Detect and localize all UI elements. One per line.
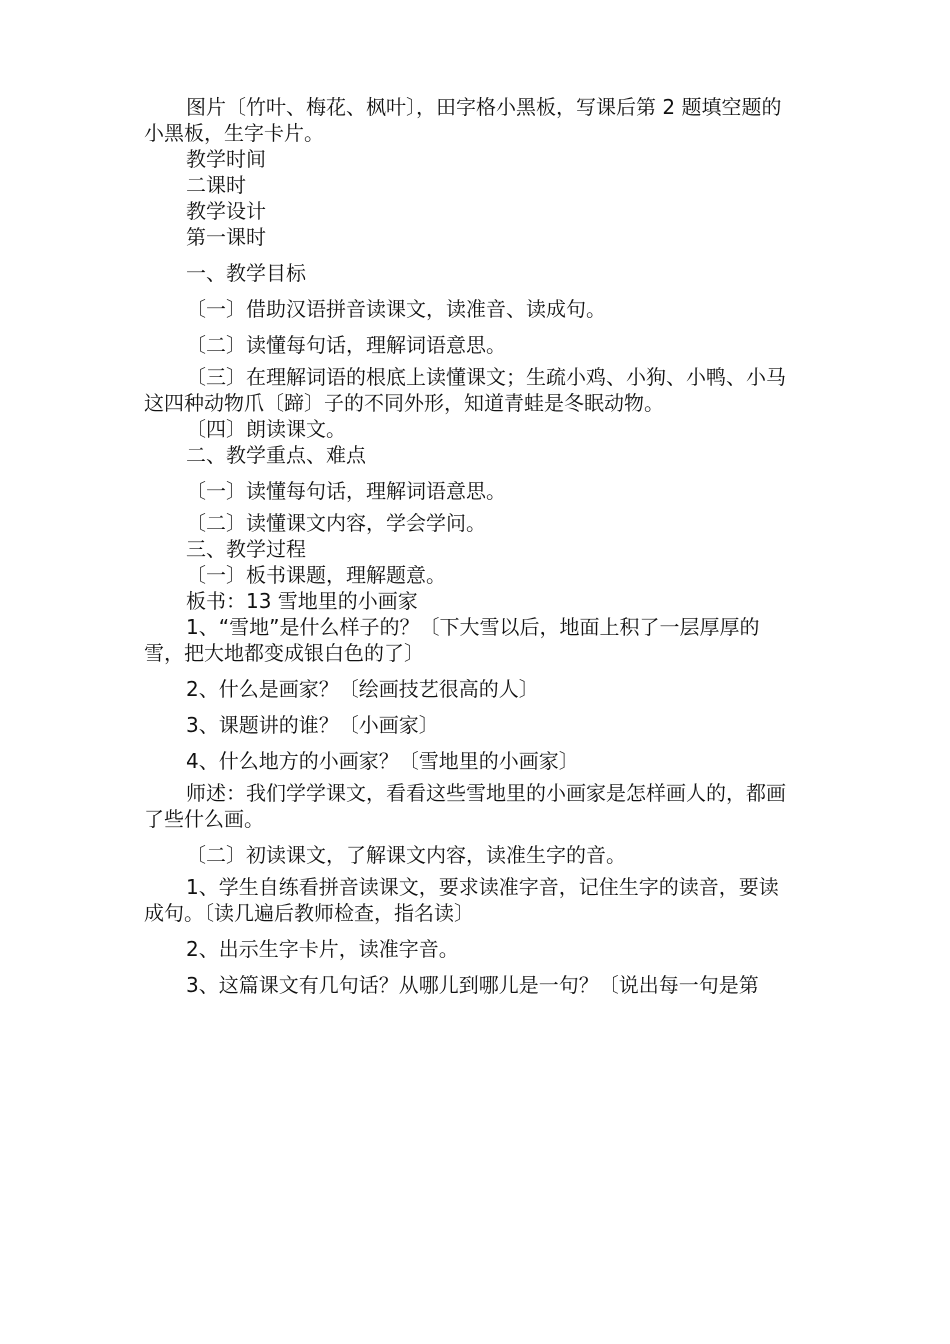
paragraph: 〔二〕读懂每句话，理解词语意思。 [186, 333, 506, 357]
section-heading: 一、教学目标 [186, 261, 306, 285]
paragraph: 1、“雪地”是什么样子的？〔下大雪以后，地面上积了一层厚厚的雪，把大地都变成银白色的了〕 [144, 615, 760, 665]
paragraph: 〔二〕读懂课文内容，学会学问。 [186, 511, 486, 535]
paragraph: 师述：我们学学课文，看看这些雪地里的小画家是怎样画人的，都画了些什么画。 [144, 781, 786, 831]
paragraph: 〔一〕板书课题，理解题意。 [186, 563, 446, 587]
paragraph: 教学时间 [186, 147, 266, 171]
paragraph: 〔一〕读懂每句话，理解词语意思。 [186, 479, 506, 503]
paragraph: 〔一〕借助汉语拼音读课文，读准音、读成句。 [186, 297, 606, 321]
paragraph: 3、这篇课文有几句话？从哪儿到哪儿是一句？〔说出每一句是第 [186, 973, 759, 997]
section-heading: 三、教学过程 [186, 537, 306, 561]
paragraph: 〔二〕初读课文，了解课文内容，读准生字的音。 [186, 843, 626, 867]
document-body [144, 94, 798, 998]
paragraph: 2、出示生字卡片，读准字音。 [186, 937, 459, 961]
paragraph: 2、什么是画家？〔绘画技艺很高的人〕 [186, 677, 539, 701]
paragraph: 1、学生自练看拼音读课文，要求读准字音，记住生字的读音，要读成句。〔读几遍后教师检查，指名读〕 [144, 875, 779, 925]
paragraph: 二课时 [186, 173, 246, 197]
paragraph: 〔四〕朗读课文。 [186, 417, 346, 441]
paragraph: 教学设计 [186, 199, 266, 223]
paragraph: 〔三〕在理解词语的根底上读懂课文；生疏小鸡、小狗、小鸭、小马这四种动物爪〔蹄〕子的不同外形，知道青蛙是冬眠动物。 [144, 365, 786, 415]
section-heading: 二、教学重点、难点 [186, 443, 366, 467]
paragraph: 3、课题讲的谁？〔小画家〕 [186, 713, 439, 737]
paragraph: 4、什么地方的小画家？〔雪地里的小画家〕 [186, 749, 579, 773]
paragraph: 板书：13 雪地里的小画家 [186, 589, 418, 613]
paragraph: 图片〔竹叶、梅花、枫叶〕，田字格小黑板，写课后第 2 题填空题的小黑板，生字卡片。 [144, 95, 782, 145]
paragraph: 第一课时 [186, 225, 266, 249]
